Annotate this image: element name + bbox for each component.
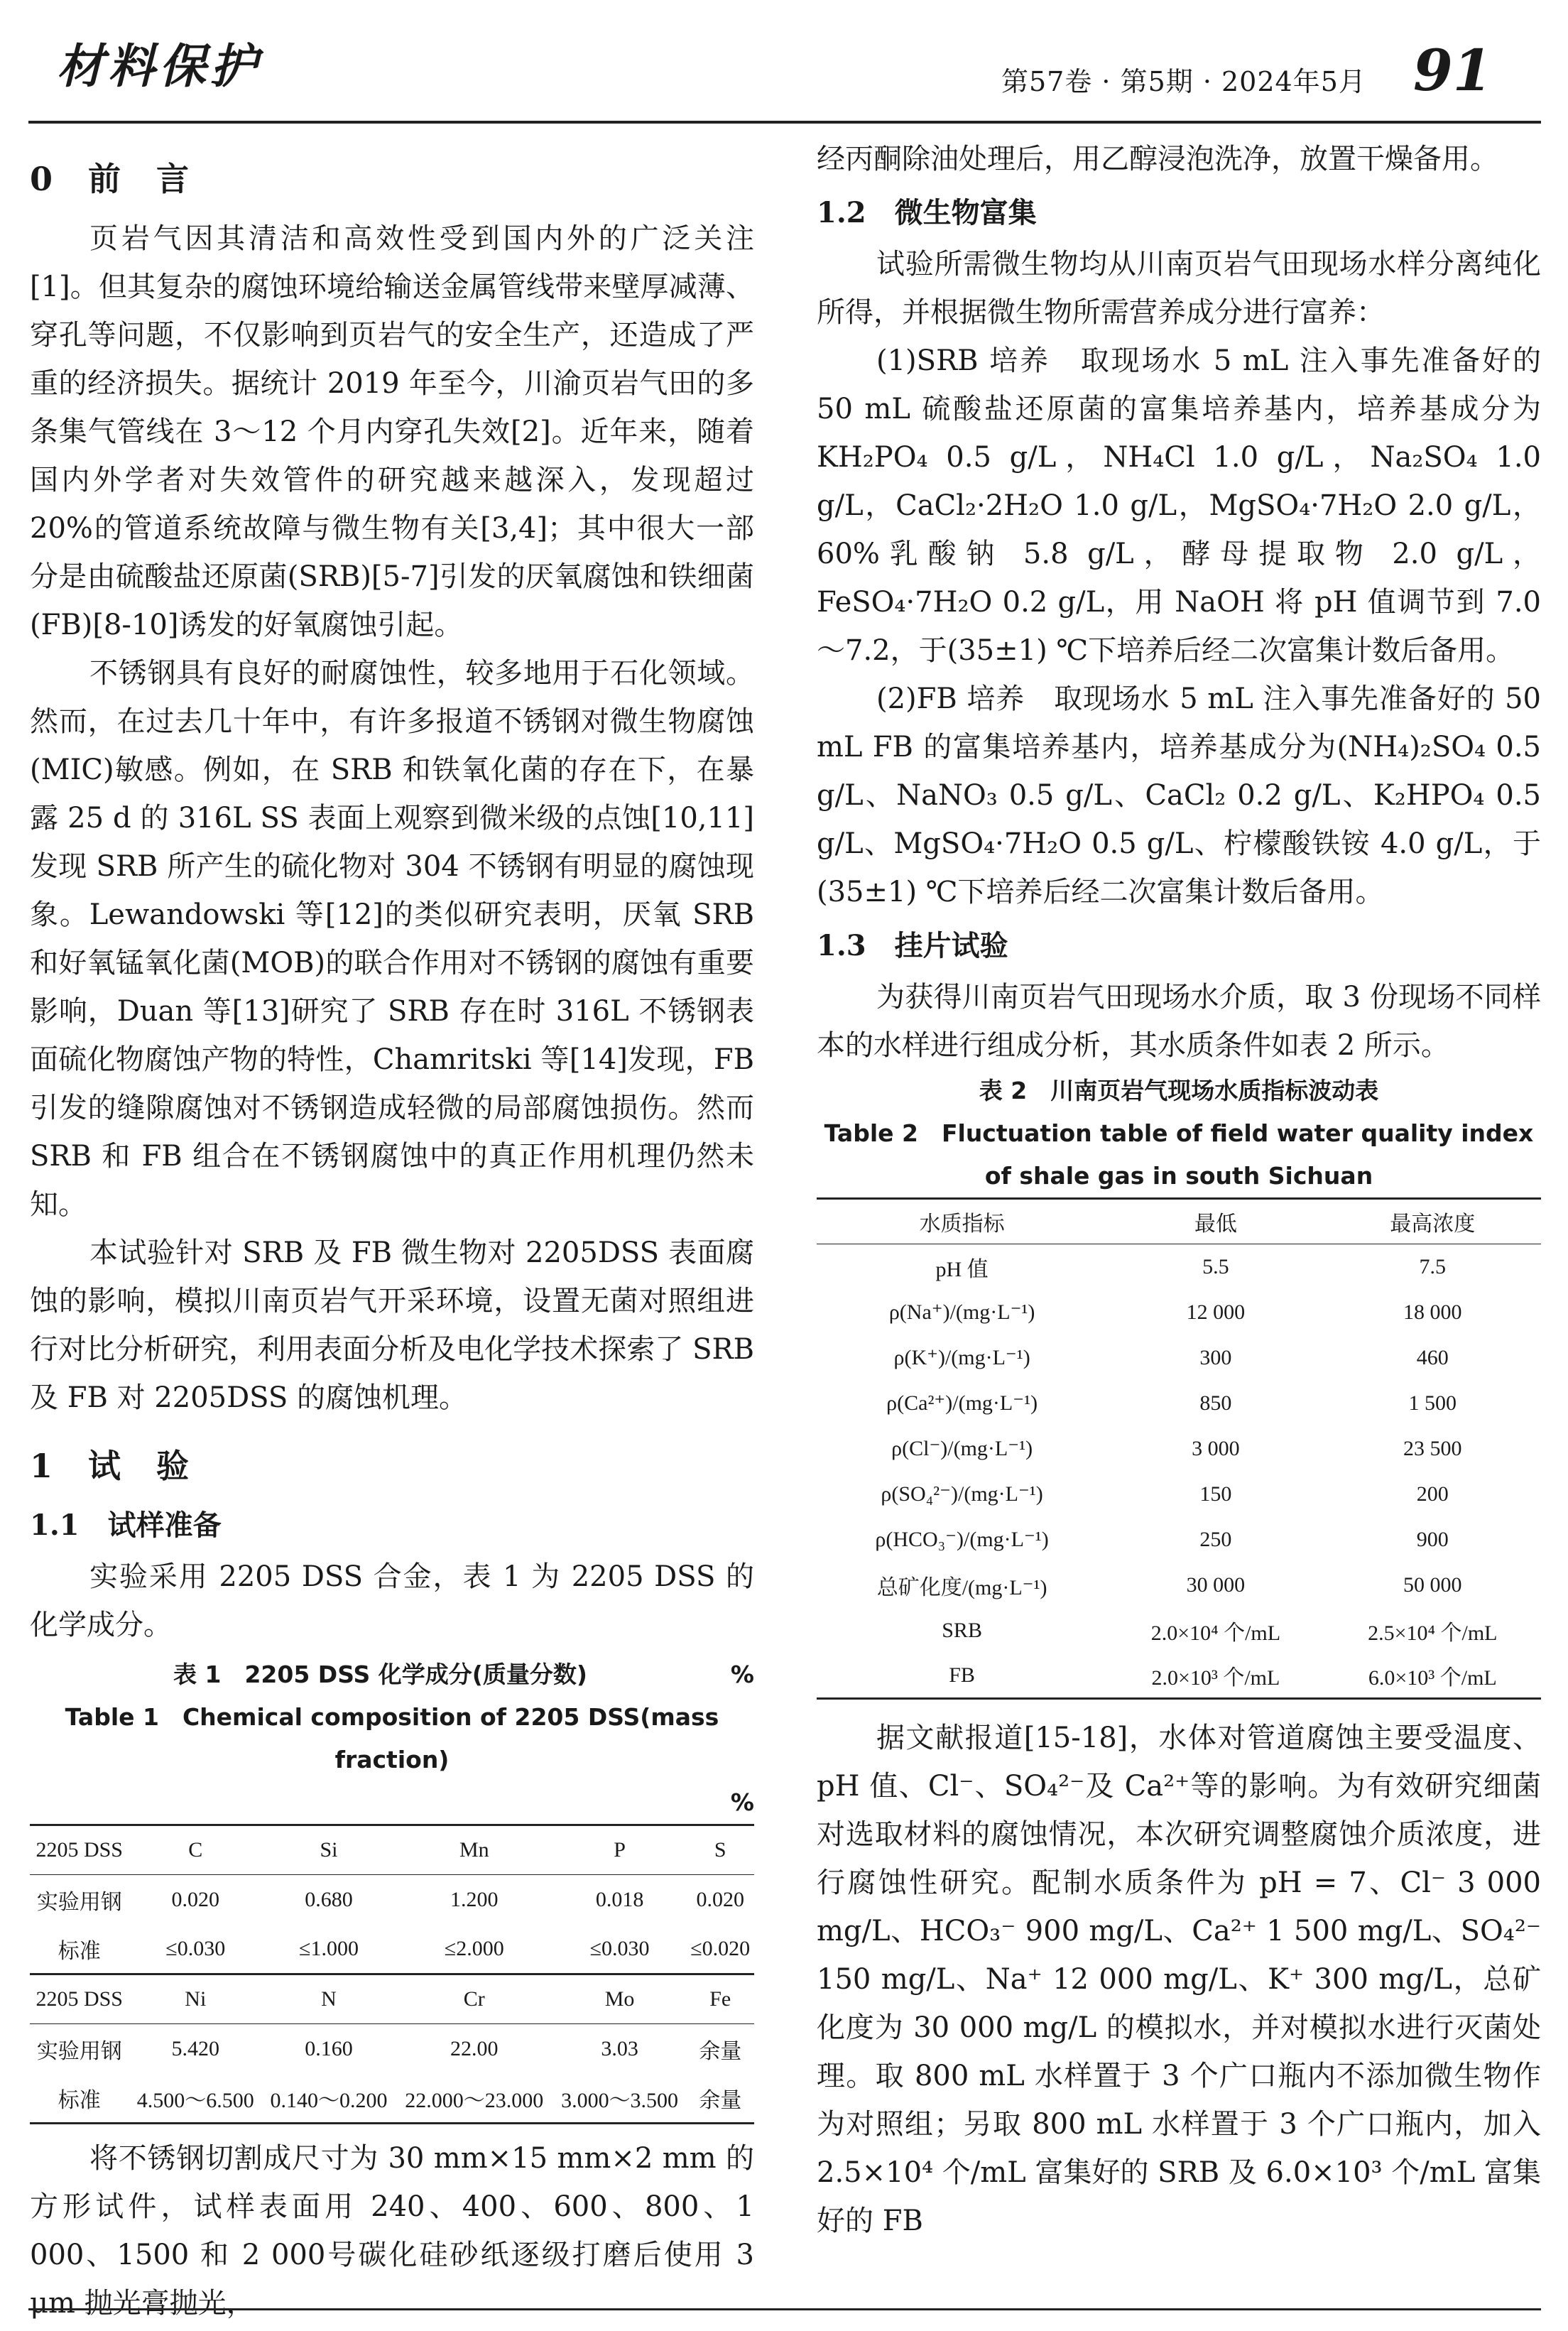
- table-header-row: 水质指标 最低 最高浓度: [817, 1199, 1541, 1244]
- table-row: ρ(HCO₃⁻)/(mg·L⁻¹) 250 900: [875, 1527, 1449, 1551]
- coupon-paragraph-2: 据文献报道[15-18]，水体对管道腐蚀主要受温度、pH 值、Cl⁻、SO₄²⁻及 Ca²⁺等的影响。为有效研究细菌对选取材料的腐蚀情况，本次研究调整腐蚀介质浓度，进行腐蚀性研究。配制水质条件为 pH = 7、Cl⁻ 3 000 mg/L、HCO₃⁻ 900 mg/L、Ca²⁺ 1 500 mg/L、SO₄²⁻ 150 mg/L、Na⁺ 12 000 mg/L、K⁺ 300 mg/L，总矿化度为 30 000 mg/L 的模拟水，并对模拟水进行灭菌处理。取 800 mL 水样置于 3 个广口瓶内不添加微生物作为对照组；另取 800 mL 水样置于 3 个广口瓶内，加入 2.5×10⁴ 个/mL 富集好的 SRB 及 6.0×10³ 个/mL 富集好的 FB: [817, 1722, 1541, 2237]
- enrichment-paragraph-1: 试验所需微生物均从川南页岩气田现场水样分离纯化所得，并根据微生物所需营养成分进行富养：: [817, 248, 1541, 329]
- fb-culture-paragraph: (2)FB 培养 取现场水 5 mL 注入事先准备好的 50 mL FB 的富集培养基内，培养基成分为(NH₄)₂SO₄ 0.5 g/L、NaNO₃ 0.5 g/L、CaCl₂ 0.2 g/L、K₂HPO₄ 0.5 g/L、MgSO₄·7H₂O 0.5 g/L、柠檬酸铁铵 4.0 g/L，于(35±1) ℃下培养后经二次富集计数后备用。: [817, 683, 1541, 908]
- header-rule: [28, 121, 1541, 124]
- table-1-caption-cn: 表 1 2205 DSS 化学成分(质量分数) %: [30, 1653, 754, 1696]
- section-heading-experiment: 1 试 验: [30, 1447, 191, 1485]
- journal-title: 材料保护: [57, 38, 261, 94]
- table-1-unit: %: [730, 1661, 754, 1688]
- table-1-caption-en: Table 1 Chemical composition of 2205 DSS(mass fraction): [65, 1703, 719, 1773]
- sample-paragraph-2-continued: 经丙酮除油处理后，用乙醇浸泡洗净，放置干燥备用。: [817, 143, 1498, 175]
- coupon-paragraph-1: 为获得川南页岩气田现场水介质，取 3 份现场不同样本的水样进行组成分析，其水质条件如表 2 所示。: [817, 981, 1541, 1062]
- table-2-caption-en-2: of shale gas in south Sichuan: [984, 1162, 1373, 1190]
- table-row: ρ(SO₄²⁻)/(mg·L⁻¹) 150 200: [881, 1482, 1449, 1506]
- table-header-row: 2205 DSS C Si Mn P S: [30, 1825, 754, 1875]
- table-row: SRB 2.0×10⁴ 个/mL 2.5×10⁴ 个/mL: [942, 1618, 1498, 1645]
- table-row: pH 值 5.5 7.5: [935, 1254, 1447, 1281]
- footer-rule: [28, 2308, 1541, 2310]
- subsection-heading-1-1: 1.1 试样准备: [30, 1509, 222, 1542]
- subsection-heading-1-2: 1.2 微生物富集: [817, 196, 1037, 229]
- table-row: ρ(Cl⁻)/(mg·L⁻¹) 3 000 23 500: [891, 1436, 1462, 1460]
- table-row: ρ(Na⁺)/(mg·L⁻¹) 12 000 18 000: [888, 1300, 1462, 1324]
- water-quality-table: [817, 1197, 1541, 1700]
- table-row: 总矿化度/(mg·L⁻¹) 30 000 50 000: [876, 1572, 1462, 1599]
- table-2-caption-cn: 表 2 川南页岩气现场水质指标波动表: [979, 1077, 1379, 1104]
- table-row: 实验用钢 5.420 0.160 22.00 3.03 余量: [36, 2036, 742, 2063]
- intro-paragraph-2: 不锈钢具有良好的耐腐蚀性，较多地用于石化领域。然而，在过去几十年中，有许多报道不锈钢对微生物腐蚀(MIC)敏感。例如，在 SRB 和铁氧化菌的存在下，在暴露 25 d 的 316L SS 表面上观察到微米级的点蚀[10,11]发现 SRB 所产生的硫化物对 304 不锈钢有明显的腐蚀现象。Lewandowski 等[12]的类似研究表明，厌氧 SRB 和好氧锰氧化菌(MOB)的联合作用对不锈钢的腐蚀有重要影响，Duan 等[13]研究了 SRB 存在时 316L 不锈钢表面硫化物腐蚀产物的特性，Chamritski 等[14]发现，FB 引发的缝隙腐蚀对不锈钢造成轻微的局部腐蚀损伤。然而 SRB 和 FB 组合在不锈钢腐蚀中的真正作用机理仍然未知。: [30, 657, 754, 1221]
- subsection-heading-1-3: 1.3 挂片试验: [817, 929, 1008, 962]
- right-column: [817, 135, 1541, 2245]
- table-row: 标准 ≤0.030 ≤1.000 ≤2.000 ≤0.030 ≤0.020: [58, 1936, 751, 1963]
- table-row: ρ(K⁺)/(mg·L⁻¹) 300 460: [893, 1345, 1449, 1369]
- sample-paragraph-1: 实验采用 2205 DSS 合金，表 1 为 2205 DSS 的化学成分。: [30, 1560, 754, 1641]
- page-number: 91: [1413, 37, 1493, 104]
- table-row: 标准 4.500～6.500 0.140～0.200 22.000～23.000 3.000～3.500 余量: [30, 2074, 754, 2124]
- issue-info: 第57卷 · 第5期 · 2024年5月: [1001, 66, 1366, 97]
- table-row: 实验用钢 0.020 0.680 1.200 0.018 0.020: [36, 1887, 744, 1914]
- left-column: [30, 135, 754, 2327]
- composition-table: [30, 1824, 754, 2124]
- table-row: FB 2.0×10³ 个/mL 6.0×10³ 个/mL: [817, 1653, 1541, 1699]
- table-1: [30, 1653, 754, 2124]
- sample-paragraph-2: 将不锈钢切割成尺寸为 30 mm×15 mm×2 mm 的方形试件，试样表面用 240、400、600、800、1 000、1500 和 2 000号碳化硅砂纸逐级打磨后使用 3 μm 抛光膏抛光，: [30, 2142, 754, 2320]
- srb-culture-paragraph: (1)SRB 培养 取现场水 5 mL 注入事先准备好的 50 mL 硫酸盐还原菌的富集培养基内，培养基成分为 KH₂PO₄ 0.5 g/L，NH₄Cl 1.0 g/L，Na₂SO₄ 1.0 g/L，CaCl₂·2H₂O 1.0 g/L，MgSO₄·7H₂O 2.0 g/L，60%乳酸钠 5.8 g/L，酵母提取物 2.0 g/L，FeSO₄·7H₂O 0.2 g/L，用 NaOH 将 pH 值调节到 7.0～7.2，于(35±1) ℃下培养后经二次富集计数后备用。: [817, 344, 1541, 667]
- table-2: [817, 1070, 1541, 1700]
- table-header-row: 2205 DSS Ni N Cr Mo Fe: [30, 1974, 754, 2024]
- intro-paragraph-3: 本试验针对 SRB 及 FB 微生物对 2205DSS 表面腐蚀的影响，模拟川南页岩气开采环境，设置无菌对照组进行对比分析研究，利用表面分析及电化学技术探索了 SRB 及 FB 对 2205DSS 的腐蚀机理。: [30, 1237, 754, 1414]
- table-1-unit-en: %: [730, 1788, 754, 1816]
- intro-paragraph-1: 页岩气因其清洁和高效性受到国内外的广泛关注[1]。但其复杂的腐蚀环境给输送金属管线带来壁厚减薄、穿孔等问题，不仅影响到页岩气的安全生产，还造成了严重的经济损失。据统计 2019 年至今，川渝页岩气田的多条集气管线在 3～12 个月内穿孔失效[2]。近年来，随着国内外学者对失效管件的研究越来越深入，发现超过 20%的管道系统故障与微生物有关[3,4]；其中很大一部分是由硫酸盐还原菌(SRB)[5-7]引发的厌氧腐蚀和铁细菌(FB)[8-10]诱发的好氧腐蚀引起。: [30, 222, 754, 641]
- table-2-caption-en-1: Table 2 Fluctuation table of field water quality index: [824, 1119, 1534, 1147]
- table-row: ρ(Ca²⁺)/(mg·L⁻¹) 850 1 500: [886, 1391, 1457, 1415]
- section-heading-intro: 0 前 言: [30, 160, 191, 198]
